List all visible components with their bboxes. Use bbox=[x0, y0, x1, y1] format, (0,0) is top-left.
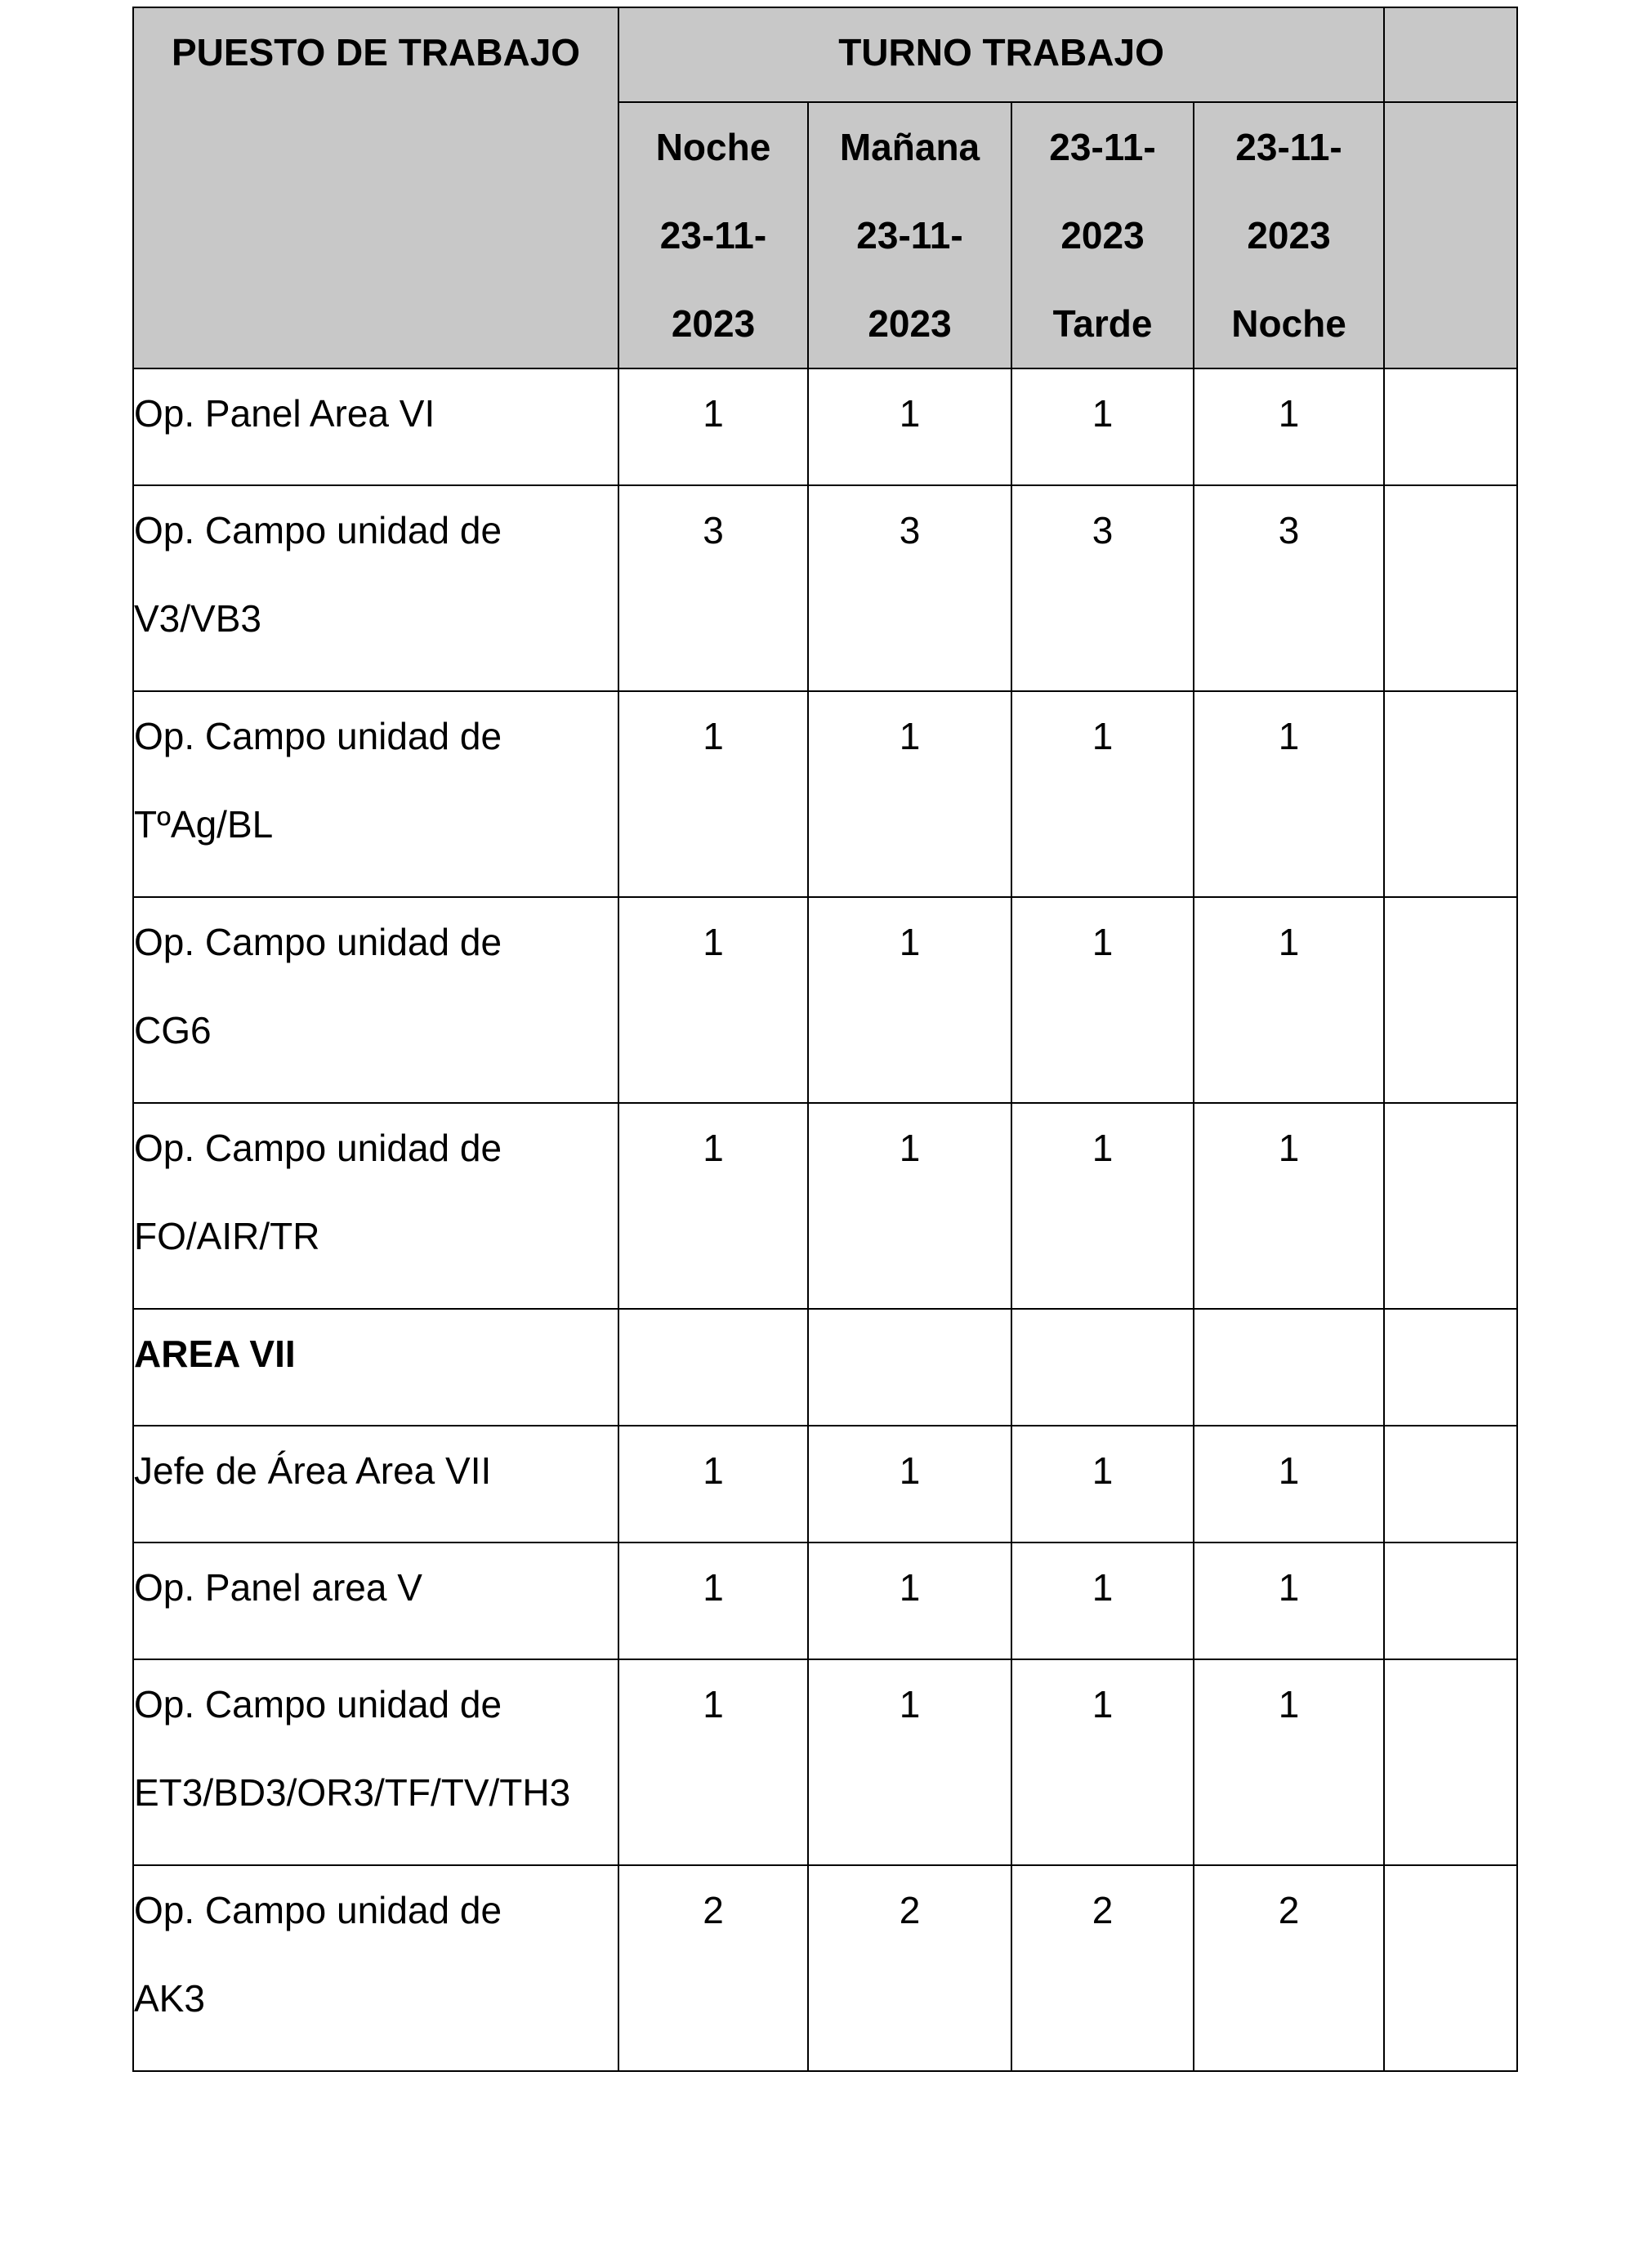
shift-staffing-table bbox=[132, 7, 1518, 2072]
turno-header: TURNO TRABAJO bbox=[618, 7, 1384, 102]
shift-count-cell: 2 bbox=[1194, 1865, 1384, 2071]
shift-count-cell: 1 bbox=[808, 691, 1011, 897]
position-label: Op. Campo unidad de ET3/BD3/OR3/TF/TV/TH3 bbox=[133, 1659, 618, 1865]
position-label: Op. Panel area V bbox=[133, 1543, 618, 1659]
shift-count-cell bbox=[808, 1309, 1011, 1426]
empty-cell bbox=[1384, 485, 1517, 691]
shift-count-cell: 1 bbox=[1194, 691, 1384, 897]
shift-count-cell: 1 bbox=[1194, 897, 1384, 1103]
shift-header-1: Noche 23-11- 2023 bbox=[618, 102, 808, 368]
shift-count-cell: 1 bbox=[1011, 1659, 1194, 1865]
table-row bbox=[133, 1865, 1517, 2071]
shift-count-cell: 1 bbox=[1194, 1543, 1384, 1659]
position-label: Jefe de Área Area VII bbox=[133, 1426, 618, 1543]
shift-count-cell: 1 bbox=[618, 1659, 808, 1865]
table-row bbox=[133, 485, 1517, 691]
shift-count-cell: 3 bbox=[1011, 485, 1194, 691]
shift-count-cell: 1 bbox=[808, 1426, 1011, 1543]
empty-cell bbox=[1384, 1103, 1517, 1309]
empty-cell bbox=[1384, 1309, 1517, 1426]
table-row bbox=[133, 691, 1517, 897]
shift-header-2: Mañana 23-11- 2023 bbox=[808, 102, 1011, 368]
shift-count-cell bbox=[618, 1309, 808, 1426]
position-label: Op. Campo unidad de TºAg/BL bbox=[133, 691, 618, 897]
empty-cell bbox=[1384, 1426, 1517, 1543]
shift-count-cell: 2 bbox=[1011, 1865, 1194, 2071]
table-row bbox=[133, 897, 1517, 1103]
table-row bbox=[133, 1543, 1517, 1659]
shift-count-cell: 1 bbox=[618, 368, 808, 485]
shift-count-cell: 1 bbox=[1011, 691, 1194, 897]
shift-count-cell: 3 bbox=[1194, 485, 1384, 691]
shift-count-cell: 1 bbox=[618, 897, 808, 1103]
shift-count-cell: 1 bbox=[1011, 1543, 1194, 1659]
shift-count-cell: 1 bbox=[1011, 897, 1194, 1103]
empty-header-cell bbox=[1384, 102, 1517, 368]
shift-count-cell: 1 bbox=[618, 691, 808, 897]
position-label: Op. Campo unidad de V3/VB3 bbox=[133, 485, 618, 691]
shift-count-cell: 1 bbox=[1194, 368, 1384, 485]
shift-count-cell: 1 bbox=[808, 1103, 1011, 1309]
empty-cell bbox=[1384, 897, 1517, 1103]
shift-header-3: 23-11- 2023 Tarde bbox=[1011, 102, 1194, 368]
shift-count-cell: 2 bbox=[618, 1865, 808, 2071]
shift-count-cell: 3 bbox=[618, 485, 808, 691]
shift-count-cell: 1 bbox=[1011, 1103, 1194, 1309]
position-label: Op. Campo unidad de CG6 bbox=[133, 897, 618, 1103]
table-row bbox=[133, 1103, 1517, 1309]
table-row bbox=[133, 1426, 1517, 1543]
position-label: AREA VII bbox=[133, 1309, 618, 1426]
shift-count-cell: 1 bbox=[618, 1543, 808, 1659]
section-row bbox=[133, 1309, 1517, 1426]
shift-count-cell: 1 bbox=[1194, 1659, 1384, 1865]
shift-count-cell bbox=[1194, 1309, 1384, 1426]
shift-header-4: 23-11- 2023 Noche bbox=[1194, 102, 1384, 368]
empty-cell bbox=[1384, 691, 1517, 897]
shift-count-cell: 1 bbox=[618, 1426, 808, 1543]
shift-count-cell: 1 bbox=[808, 897, 1011, 1103]
shift-count-cell: 1 bbox=[808, 1543, 1011, 1659]
shift-count-cell: 1 bbox=[1011, 368, 1194, 485]
shift-count-cell: 3 bbox=[808, 485, 1011, 691]
position-label: Op. Panel Area VI bbox=[133, 368, 618, 485]
shift-count-cell: 1 bbox=[618, 1103, 808, 1309]
shift-count-cell: 2 bbox=[808, 1865, 1011, 2071]
table-row bbox=[133, 368, 1517, 485]
shift-count-cell: 1 bbox=[1194, 1426, 1384, 1543]
table-row bbox=[133, 1659, 1517, 1865]
shift-count-cell: 1 bbox=[1011, 1426, 1194, 1543]
shift-count-cell: 1 bbox=[1194, 1103, 1384, 1309]
empty-cell bbox=[1384, 1543, 1517, 1659]
shift-count-cell: 1 bbox=[808, 368, 1011, 485]
table-body bbox=[133, 368, 1517, 2071]
empty-cell bbox=[1384, 1865, 1517, 2071]
shift-count-cell: 1 bbox=[808, 1659, 1011, 1865]
empty-cell bbox=[1384, 368, 1517, 485]
position-label: Op. Campo unidad de AK3 bbox=[133, 1865, 618, 2071]
puesto-header: PUESTO DE TRABAJO bbox=[133, 7, 618, 368]
shift-count-cell bbox=[1011, 1309, 1194, 1426]
empty-header-cell bbox=[1384, 7, 1517, 102]
position-label: Op. Campo unidad de FO/AIR/TR bbox=[133, 1103, 618, 1309]
empty-cell bbox=[1384, 1659, 1517, 1865]
